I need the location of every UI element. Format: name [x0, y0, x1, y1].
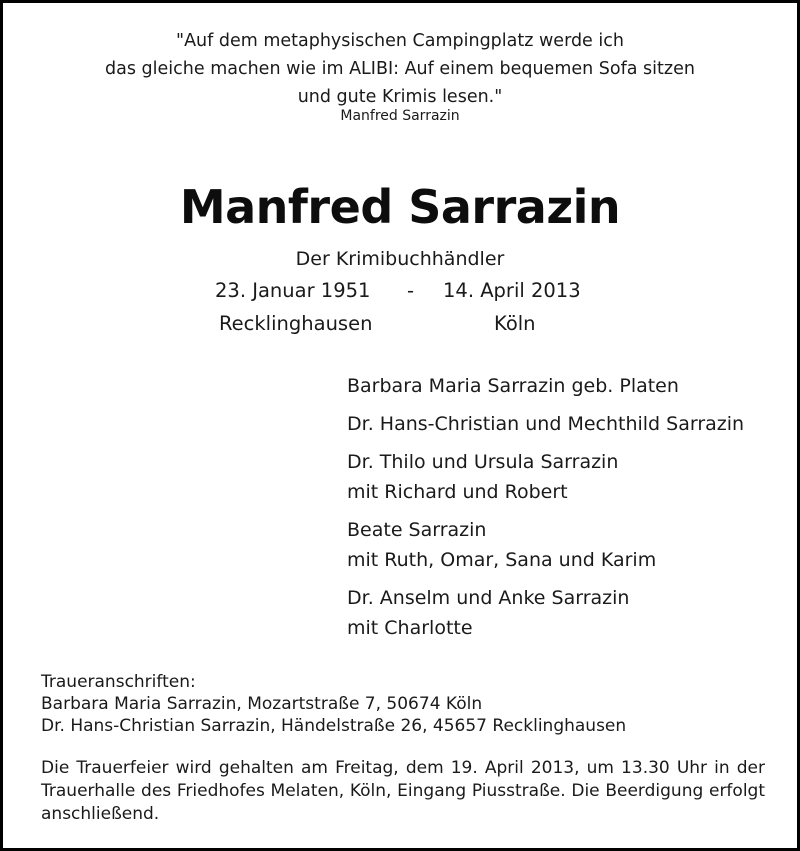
deceased-name: Manfred Sarrazin — [179, 180, 621, 234]
quote-line: "Auf dem metaphysischen Campingplatz werde ich — [176, 31, 624, 51]
mourner-group — [347, 371, 744, 401]
death-date: 14. April 2013 — [443, 279, 581, 302]
quote-line: und gute Krimis lesen." — [297, 87, 503, 107]
contacts-heading: Traueranschriften: — [41, 672, 196, 692]
date-separator: - — [407, 279, 415, 302]
birth-place: Recklinghausen — [219, 312, 373, 335]
mourner-line: Dr. Hans-Christian und Mechthild Sarrazin — [347, 413, 745, 435]
deceased-subtitle: Der Krimibuchhändler — [295, 248, 505, 270]
mourner-group — [347, 409, 744, 439]
mourners-list — [347, 371, 744, 643]
quote-author: Manfred Sarrazin — [340, 108, 460, 124]
quote — [3, 27, 797, 111]
death-place: Köln — [494, 312, 536, 335]
mourner-line: mit Ruth, Omar, Sana und Karim — [347, 549, 657, 571]
mourner-line: Dr. Anselm und Anke Sarrazin — [347, 587, 630, 609]
mourner-group — [347, 583, 744, 643]
mourner-line: Dr. Thilo und Ursula Sarrazin — [347, 451, 619, 473]
condolence-addresses — [41, 671, 626, 737]
quote-line: das gleiche machen wie im ALIBI: Auf einem bequemen Sofa sitzen — [105, 59, 695, 79]
ceremony-info: Die Trauerfeier wird gehalten am Freitag, dem 19. April 2013, um 13.30 Uhr in der Trauerhalle des Friedhofes Melaten, Köln, Eingang Piusstraße. Die Beerdigung erfolgt anschließend. — [41, 758, 765, 824]
mourner-line: mit Charlotte — [347, 617, 473, 639]
contact-line: Barbara Maria Sarrazin, Mozartstraße 7, 50674 Köln — [41, 694, 483, 714]
mourner-line: Beate Sarrazin — [347, 519, 487, 541]
mourner-line: mit Richard und Robert — [347, 481, 568, 503]
contact-line: Dr. Hans-Christian Sarrazin, Händelstraße 26, 45657 Recklinghausen — [41, 716, 627, 736]
mourner-line: Barbara Maria Sarrazin geb. Platen — [347, 375, 679, 397]
mourner-group — [347, 447, 744, 507]
mourner-group — [347, 515, 744, 575]
birth-date: 23. Januar 1951 — [215, 279, 371, 302]
